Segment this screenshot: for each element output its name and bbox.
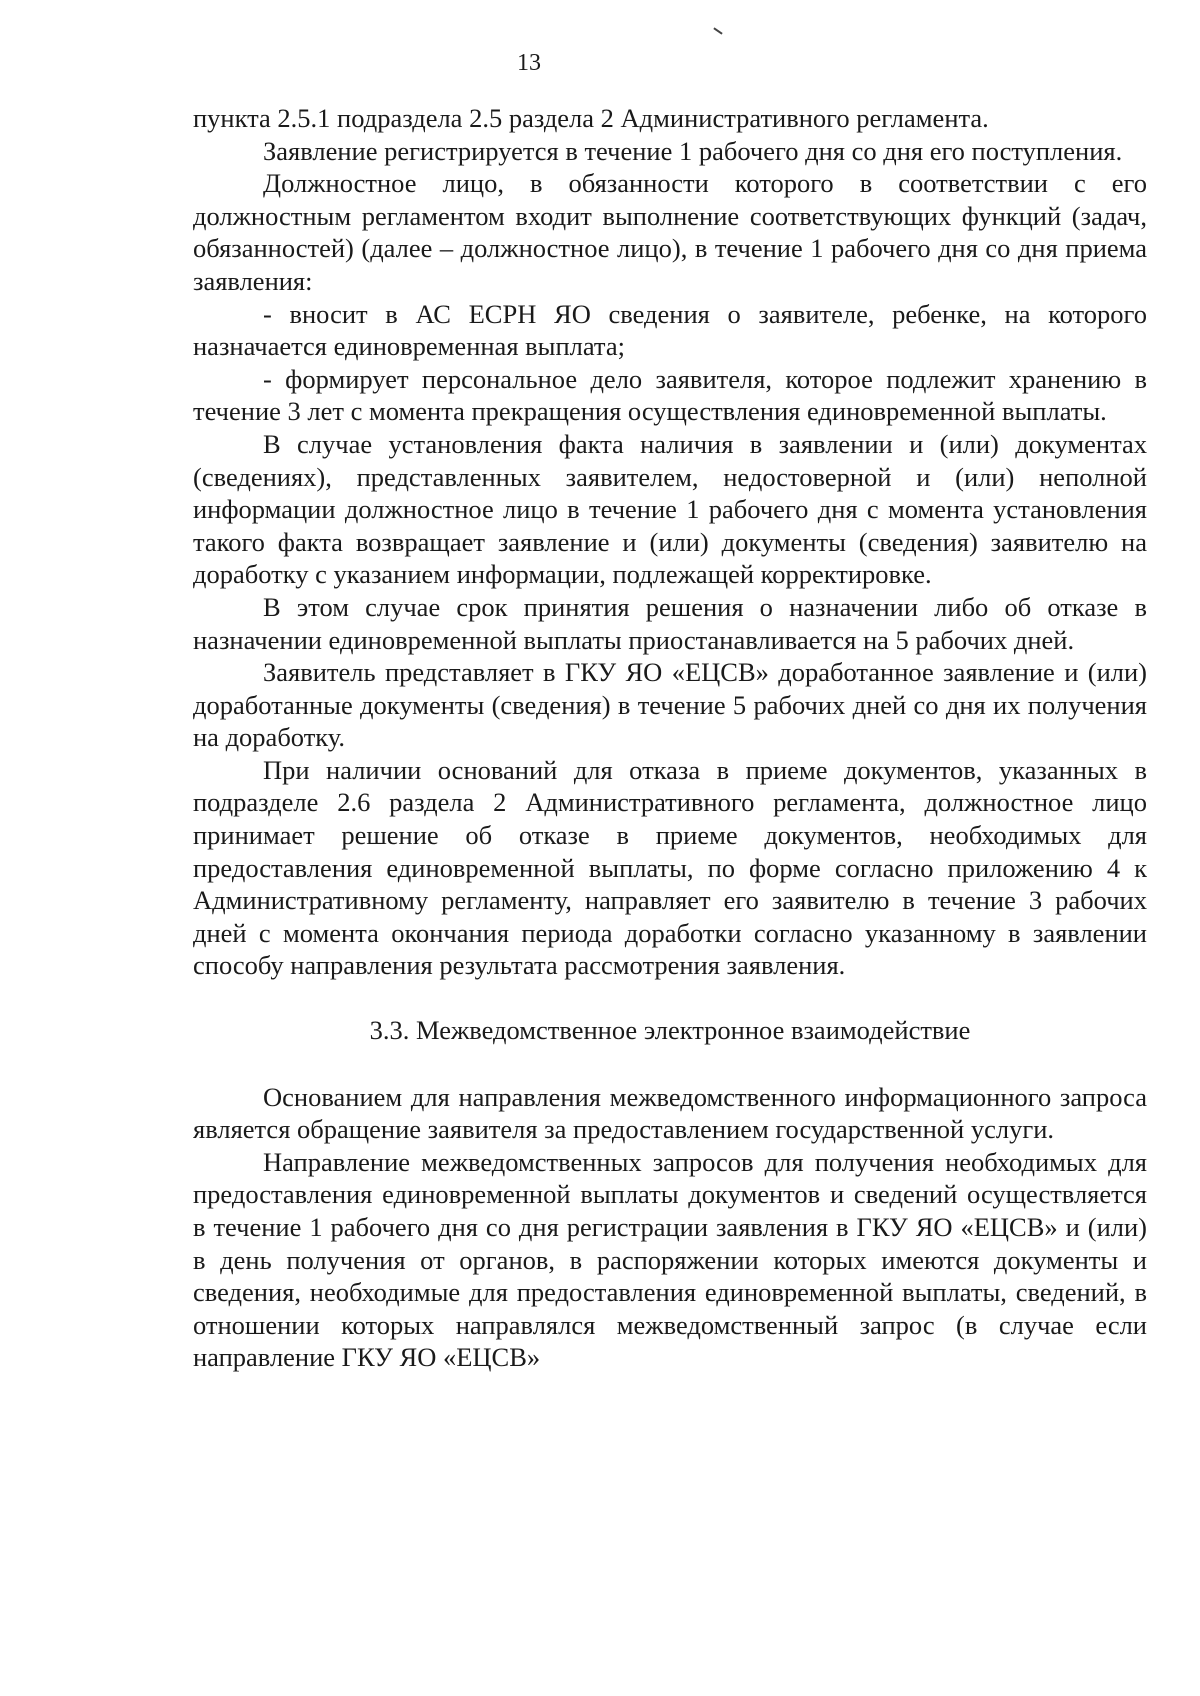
document-body (193, 102, 1147, 1374)
paragraph: В случае установления факта наличия в заявлении и (или) документах (сведениях), представленных заявителем, недостоверной и (или) неполной информации должностное лицо в течение 1 рабочего дня с момента установления такого факта возвращает заявление и (или) документы (сведения) заявителю на доработку с указанием информации, подлежащей корректировке. (193, 428, 1147, 590)
paragraph: Основанием для направления межведомственного информационного запроса является обращение заявителя за предоставлением государственной услуги. (193, 1081, 1147, 1145)
paragraph: В этом случае срок принятия решения о назначении либо об отказе в назначении единовременной выплаты приостанавливается на 5 рабочих дней. (193, 591, 1147, 655)
paragraph: Заявитель представляет в ГКУ ЯО «ЕЦСВ» доработанное заявление и (или) доработанные документы (сведения) в течение 5 рабочих дней со дня их получения на доработку. (193, 657, 1147, 753)
paragraphs-before-section (193, 102, 1147, 982)
paragraph: При наличии оснований для отказа в приеме документов, указанных в подразделе 2.6 раздела 2 Административного регламента, должностное лицо принимает решение об отказе в приеме документов, необходимых для предоставления единовременной выплаты, по форме согласно приложению 4 к Административному регламенту, направляет его заявителю в течение 3 рабочих дней с момента окончания периода доработки согласно указанному в заявлении способу направления результата рассмотрения заявления. (193, 754, 1147, 981)
paragraphs-after-section (193, 1081, 1147, 1374)
section-heading: 3.3. Межведомственное электронное взаимодействие (369, 1015, 971, 1046)
paragraph: Заявление регистрируется в течение 1 рабочего дня со дня его поступления. (263, 135, 1123, 166)
paragraph: - формирует персональное дело заявителя, которое подлежит хранению в течение 3 лет с момента прекращения осуществления единовременной выплаты. (193, 363, 1147, 427)
page-number: 13 (517, 50, 541, 76)
paragraph: - вносит в АС ЕСРН ЯО сведения о заявителе, ребенке, на которого назначается единовременная выплата; (193, 298, 1147, 362)
paragraph: Направление межведомственных запросов для получения необходимых для предоставления единовременной выплаты документов и сведений осуществляется в течение 1 рабочего дня со дня регистрации заявления в ГКУ ЯО «ЕЦСВ» и (или) в день получения от органов, в распоряжении которых имеются документы и сведения, необходимые для предоставления единовременной выплаты, сведений, в отношении которых направлялся межведомственный запрос (в случае если направление ГКУ ЯО «ЕЦСВ» (193, 1146, 1147, 1373)
paragraph: Должностное лицо, в обязанности которого в соответствии с его должностным регламентом входит выполнение соответствующих функций (задач, обязанностей) (далее – должностное лицо), в течение 1 рабочего дня со дня приема заявления: (193, 168, 1147, 296)
paragraph: пункта 2.5.1 подраздела 2.5 раздела 2 Административного регламента. (193, 103, 989, 133)
scan-mark (713, 27, 722, 34)
